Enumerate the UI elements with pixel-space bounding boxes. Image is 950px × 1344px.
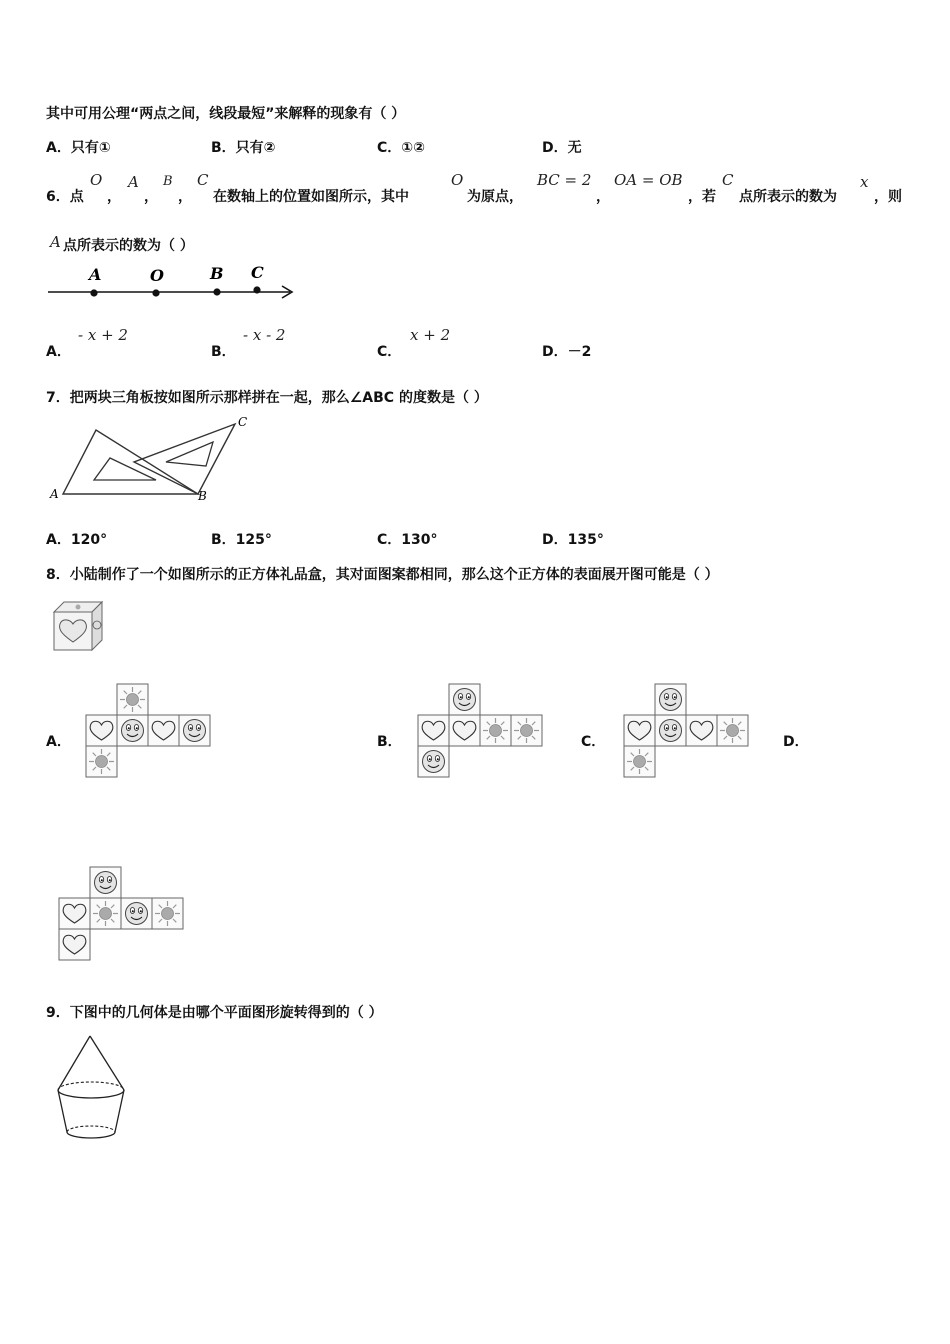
smiley-icon [655, 715, 686, 746]
sun-icon [117, 684, 148, 715]
q6-point-b: B [163, 174, 173, 189]
q5-option-b[interactable]: B．只有② [211, 140, 276, 156]
net-option-d[interactable] [59, 867, 183, 960]
q6-text-2: 为原点， [467, 189, 523, 205]
sun-icon [152, 898, 183, 929]
q5-option-a[interactable]: A．只有① [46, 140, 111, 156]
q6-option-b-expr: - x - 2 [243, 326, 286, 344]
q5-option-c[interactable]: C．①② [377, 140, 425, 156]
sun-icon [624, 746, 655, 777]
q5-option-d[interactable]: D．无 [542, 140, 582, 156]
axis-label-a: A [89, 265, 102, 284]
heart-icon [59, 929, 90, 960]
q7-option-c[interactable]: C．130° [377, 532, 438, 548]
q6-var-x: x [860, 173, 869, 191]
q6-option-d[interactable]: D．－2 [542, 344, 592, 360]
heart-icon [59, 898, 90, 929]
net-option-a[interactable] [86, 684, 210, 777]
q6-option-b[interactable]: B． [211, 344, 236, 360]
q8-option-c[interactable]: C． [581, 734, 606, 750]
solid-figure [52, 1034, 132, 1142]
heart-icon [449, 715, 480, 746]
q6-text-1: 在数轴上的位置如图所示，其中 [213, 189, 409, 205]
heart-icon [624, 715, 655, 746]
smiley-icon [449, 684, 480, 715]
q8-option-a[interactable]: A． [46, 734, 71, 750]
q8-stem: 8．小陆制作了一个如图所示的正方体礼品盒，其对面图案都相同，那么这个正方体的表面展开图可能是（ ） [46, 567, 719, 583]
q6-point-c-2: C [722, 171, 734, 189]
q6-point-o-2: O [451, 171, 464, 189]
sun-icon [90, 898, 121, 929]
vertex-label-c: C [238, 415, 248, 429]
axis-label-c: C [251, 263, 264, 282]
net-option-b[interactable] [418, 684, 542, 777]
q6-sep-2: ， [144, 189, 158, 205]
q6-number: 6．点 [46, 189, 84, 205]
smiley-icon [179, 715, 210, 746]
q6-text-3: ，若 [688, 189, 716, 205]
q6-line2-var-a: A [50, 233, 61, 251]
q6-sep-3: ， [178, 189, 192, 205]
q6-option-a-expr: - x + 2 [78, 326, 128, 344]
net-option-c[interactable] [624, 684, 748, 777]
q7-option-d[interactable]: D．135° [542, 532, 604, 548]
heart-icon [686, 715, 717, 746]
q7-option-a[interactable]: A．120° [46, 532, 108, 548]
q7-stem: 7．把两块三角板按如图所示那样拼在一起，那么∠ABC 的度数是（ ） [46, 390, 488, 406]
sun-icon [480, 715, 511, 746]
q8-option-d[interactable]: D． [783, 734, 809, 750]
axis-label-b: B [210, 264, 224, 283]
q7-option-b[interactable]: B．125° [211, 532, 272, 548]
smiley-icon [418, 746, 449, 777]
q6-option-c[interactable]: C． [377, 344, 402, 360]
heart-icon [148, 715, 179, 746]
q8-option-b[interactable]: B． [377, 734, 402, 750]
smiley-icon [90, 867, 121, 898]
smiley-icon [121, 898, 152, 929]
q6-text-4: 点所表示的数为 [739, 189, 837, 205]
vertex-label-b: B [198, 489, 207, 503]
q6-text-5: ，则 [874, 189, 902, 205]
q6-option-a[interactable]: A． [46, 344, 71, 360]
sun-icon [511, 715, 542, 746]
smiley-icon [117, 715, 148, 746]
axis-label-o: O [150, 266, 164, 285]
sun-icon [717, 715, 748, 746]
vertex-label-a: A [50, 487, 59, 501]
q9-stem: 9．下图中的几何体是由哪个平面图形旋转得到的（ ） [46, 1005, 383, 1021]
q5-stem: 其中可用公理“两点之间，线段最短”来解释的现象有（ ） [46, 106, 406, 122]
sun-icon [86, 746, 117, 777]
q6-point-c: C [197, 171, 209, 189]
q6-sep-4: ， [596, 189, 610, 205]
q6-sep-1: ， [107, 189, 121, 205]
q6-line2-text: 点所表示的数为（ ） [63, 238, 194, 254]
q6-point-o: O [90, 171, 103, 189]
smiley-icon [655, 684, 686, 715]
heart-icon [418, 715, 449, 746]
heart-icon [86, 715, 117, 746]
q6-condition-oa-ob: OA = OB [614, 171, 683, 189]
q6-condition-bc: BC = 2 [537, 171, 592, 189]
q6-point-a: A [128, 173, 139, 191]
q6-option-c-expr: x + 2 [410, 326, 451, 344]
